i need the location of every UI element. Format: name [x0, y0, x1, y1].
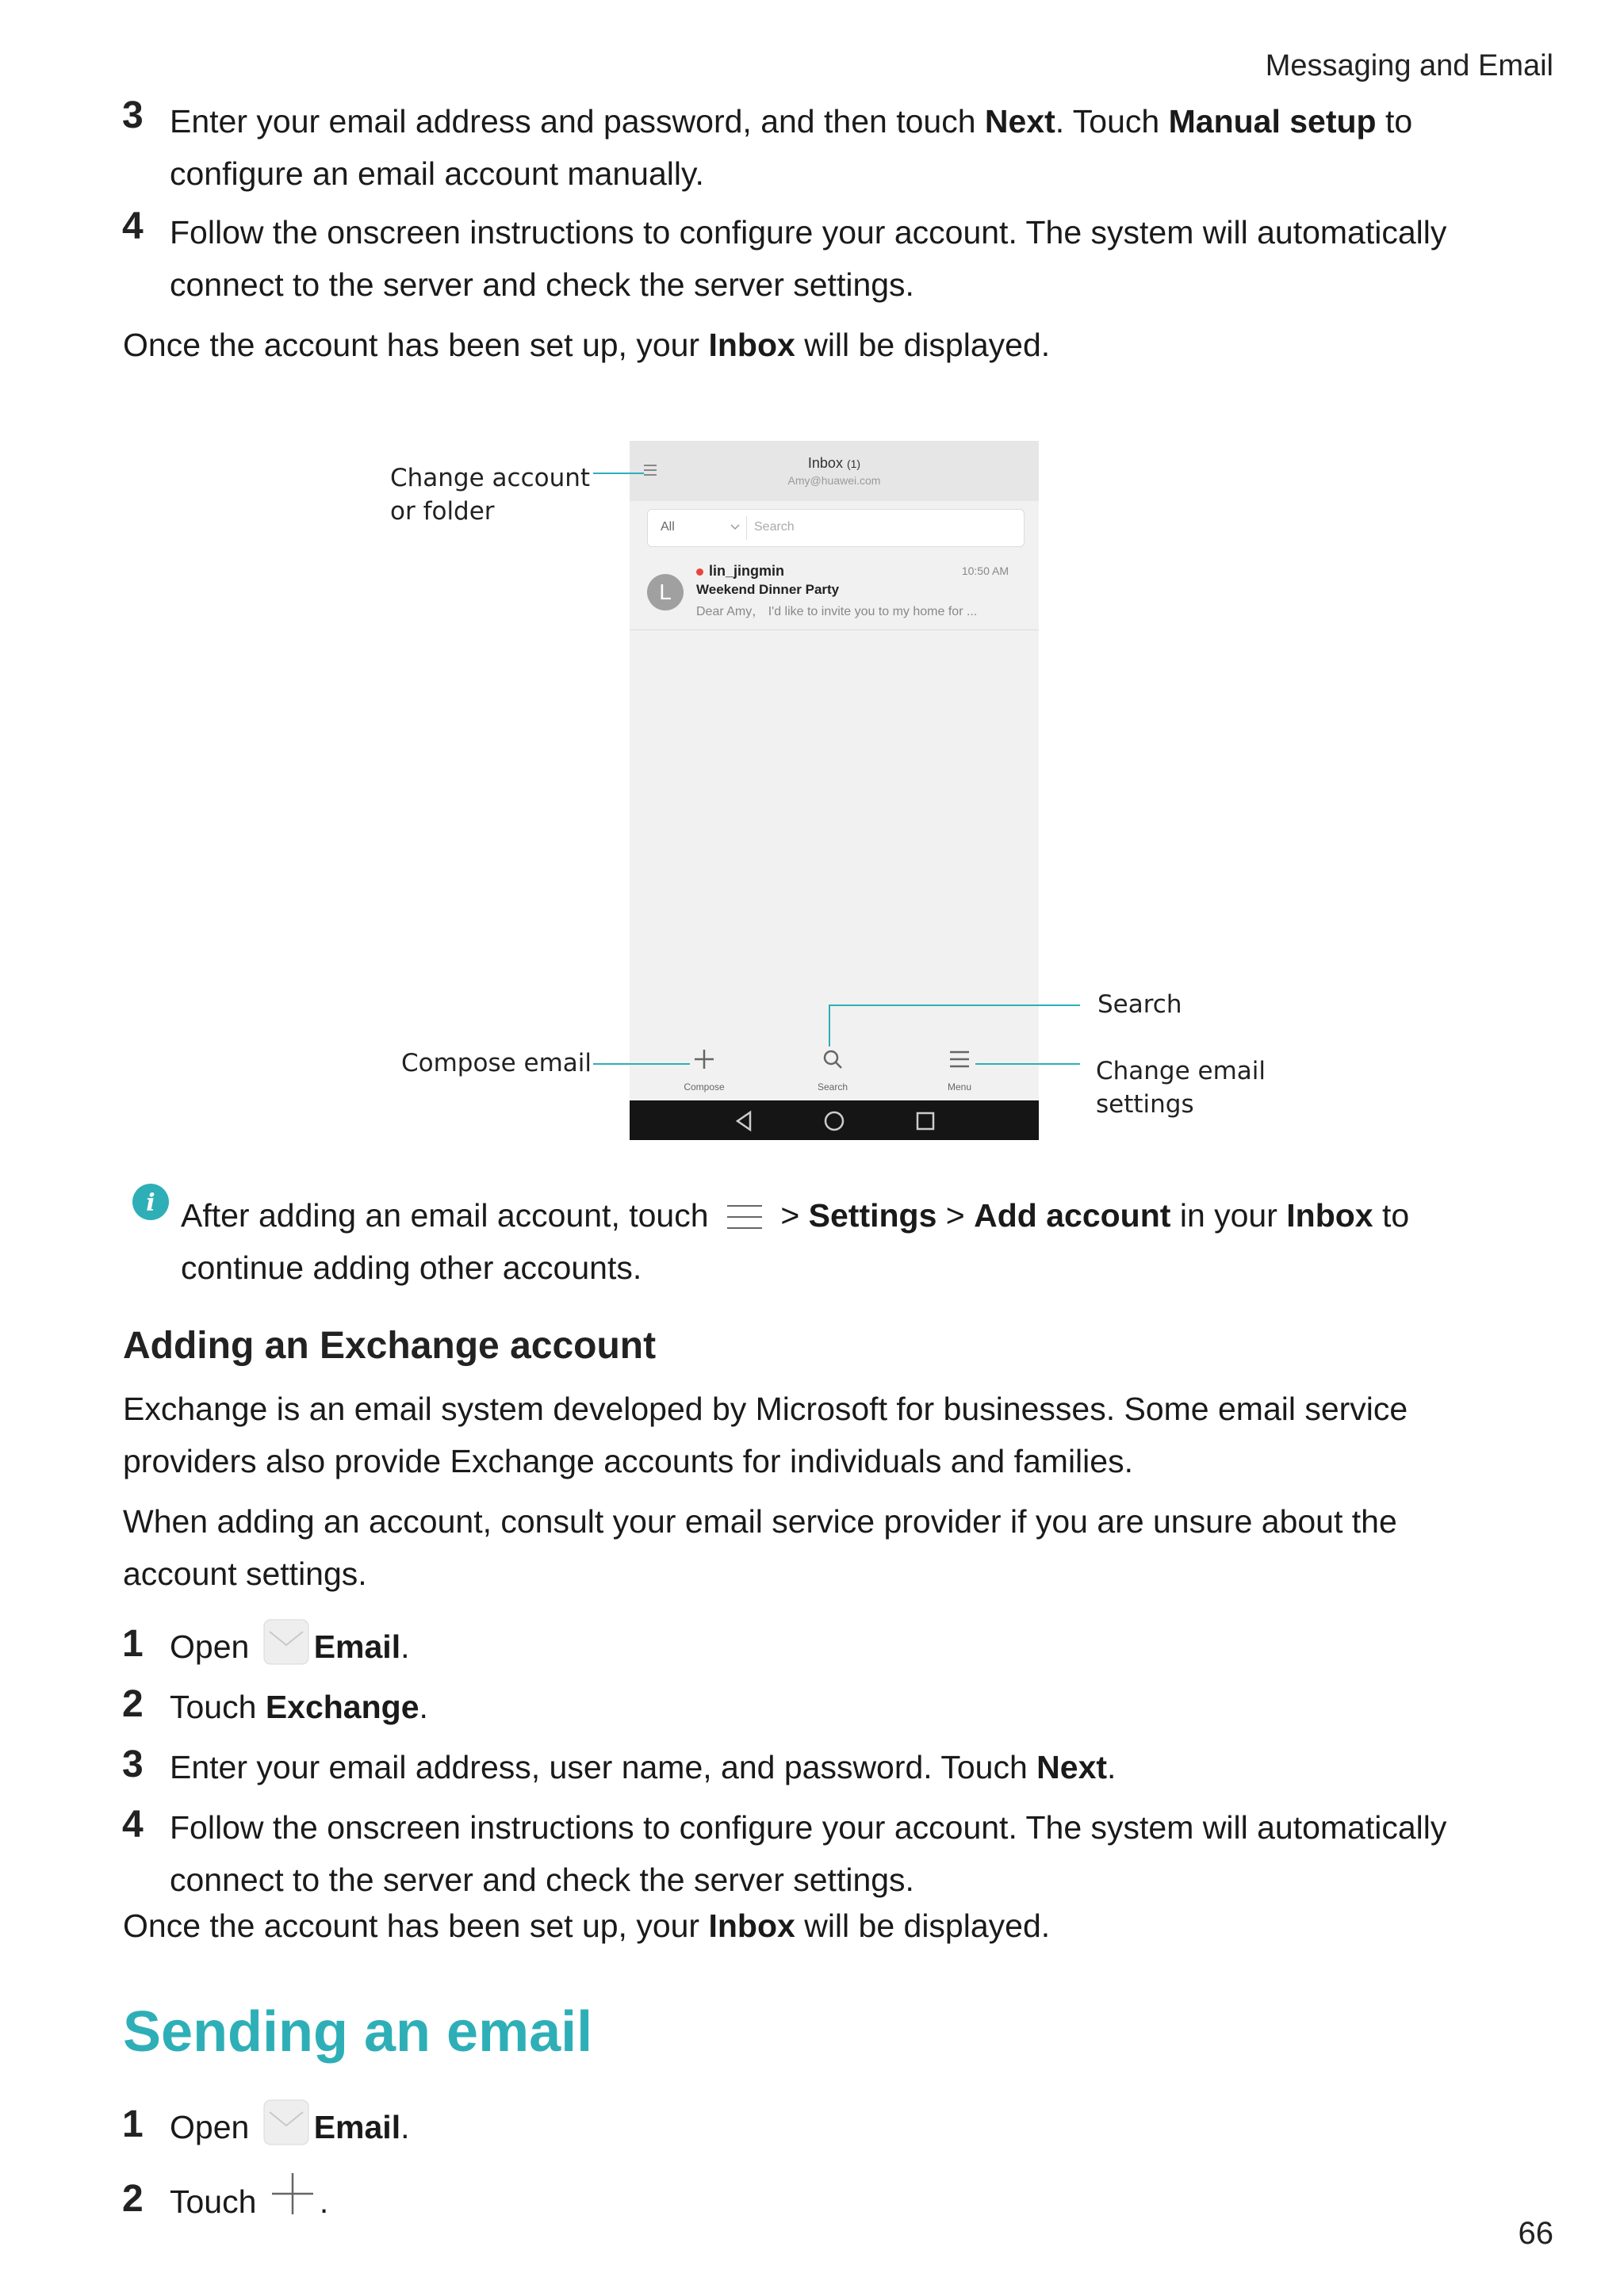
inbox-title: Inbox (1) — [807, 455, 861, 471]
step-text: Follow the onscreen instructions to configure your account. The system will automatically — [170, 1809, 1447, 1846]
step-text: Open Email. — [170, 2101, 410, 2153]
callout-change-settings: Change email settings — [1096, 1057, 1266, 1119]
paragraph-cont: account settings. — [123, 1556, 367, 1592]
step-text: Open Email. — [170, 1621, 410, 1673]
tab-search-label: Search — [817, 1081, 848, 1093]
info-icon — [132, 1183, 170, 1221]
tip-text: After adding an email account, touch > Settings > Add account in your Inbox to — [181, 1189, 1409, 1242]
callout-change-account: Change account or folder — [390, 464, 591, 526]
folder-filter[interactable]: All — [661, 520, 675, 534]
step-number: 4 — [122, 205, 144, 247]
page-number: 66 — [1518, 2216, 1553, 2251]
svg-text:i: i — [146, 1189, 155, 1217]
tab-compose-label: Compose — [684, 1081, 725, 1093]
step-text: Enter your email address, user name, and password. Touch Next. — [170, 1749, 1116, 1785]
menu-icon — [721, 1200, 768, 1236]
step-number: 1 — [122, 2103, 144, 2145]
callout-search: Search — [1097, 990, 1182, 1019]
tip-text-cont: continue adding other accounts. — [181, 1249, 642, 1286]
running-header: Messaging and Email — [1265, 49, 1553, 82]
step-text: Touch Exchange. — [170, 1689, 428, 1725]
step-text-cont: connect to the server and check the server settings. — [170, 266, 914, 303]
step-number: 3 — [122, 94, 144, 136]
step-text: Touch . — [170, 2175, 328, 2228]
step-number: 2 — [122, 2178, 144, 2220]
search-input[interactable]: Search — [754, 520, 795, 534]
email-preview: Dear Amy， I'd like to invite you to my home for ... — [696, 605, 978, 618]
step-number: 3 — [122, 1743, 144, 1785]
setup-done-text: Once the account has been set up, your Inbox will be displayed. — [123, 1908, 1051, 1944]
step-number: 2 — [122, 1683, 144, 1725]
paragraph: When adding an account, consult your email service provider if you are unsure about the — [123, 1503, 1397, 1540]
email-sender: lin_jingmin — [709, 563, 785, 579]
step-text-cont: connect to the server and check the server settings. — [170, 1862, 914, 1898]
step-text: Follow the onscreen instructions to configure your account. The system will automatically — [170, 214, 1447, 251]
step-text: Enter your email address and password, and then touch Next. Touch Manual setup to — [170, 103, 1413, 140]
section-heading-exchange: Adding an Exchange account — [123, 1325, 657, 1367]
setup-done-text: Once the account has been set up, your Inbox will be displayed. — [123, 327, 1051, 363]
step-text-cont: configure an email account manually. — [170, 155, 704, 192]
step-number: 1 — [122, 1623, 144, 1665]
email-app-icon — [263, 1619, 309, 1665]
email-time: 10:50 AM — [961, 564, 1009, 577]
avatar: L — [647, 574, 684, 610]
email-subject: Weekend Dinner Party — [696, 582, 840, 597]
account-address: Amy@huawei.com — [787, 474, 881, 487]
step-number: 4 — [122, 1804, 144, 1846]
plus-icon — [269, 2170, 316, 2218]
section-heading-sending: Sending an email — [123, 2000, 593, 2064]
email-app-icon — [263, 2099, 309, 2145]
callout-compose: Compose email — [401, 1049, 592, 1077]
tab-menu-label: Menu — [947, 1081, 972, 1093]
paragraph: Exchange is an email system developed by Microsoft for businesses. Some email service — [123, 1391, 1408, 1427]
paragraph-cont: providers also provide Exchange accounts for individuals and families. — [123, 1443, 1133, 1479]
